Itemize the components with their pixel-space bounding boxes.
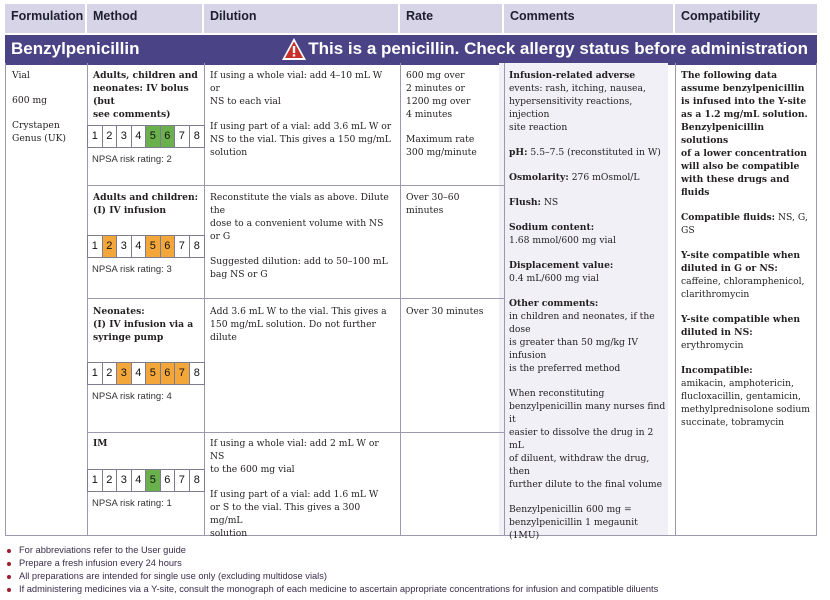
osmolarity-label: Osmolarity: bbox=[509, 172, 569, 183]
footnotes bbox=[7, 545, 658, 597]
method-row-2 bbox=[88, 191, 204, 217]
comment-line: of diluent, withdraw the drug, then bbox=[509, 453, 650, 477]
row-divider bbox=[87, 432, 504, 433]
rate-row-1 bbox=[401, 69, 504, 159]
allergy-warning: This is a penicillin. Check allergy status before administration bbox=[308, 39, 808, 58]
sodium-label: Sodium content: bbox=[509, 222, 595, 233]
rate-line: Over 30–60 minutes bbox=[406, 192, 460, 216]
dilution-line: solution bbox=[210, 528, 248, 539]
footnote-text: Prepare a fresh infusion every 24 hours bbox=[19, 558, 182, 568]
risk-box: 3 bbox=[117, 363, 132, 384]
risk-box: 7 bbox=[175, 363, 190, 384]
risk-box: 6 bbox=[161, 363, 176, 384]
method-line: (I) IV infusion bbox=[93, 205, 167, 216]
risk-box: 3 bbox=[117, 470, 132, 491]
method-line: Adults, children and bbox=[93, 70, 198, 81]
ysite-g-value: clarithromycin bbox=[681, 289, 750, 300]
dilution-line: bag NS or G bbox=[210, 269, 268, 280]
comments-cell bbox=[504, 69, 674, 542]
bullet-icon bbox=[7, 588, 11, 592]
footnote bbox=[7, 584, 658, 597]
row-divider bbox=[87, 185, 504, 186]
compatible-fluids-label: Compatible fluids: bbox=[681, 212, 776, 223]
comment-line: benzylpenicillin many nurses find it bbox=[509, 401, 666, 425]
incompatible-label: Incompatible: bbox=[681, 365, 753, 376]
dilution-line: If using a whole vial: add 4–10 mL W or bbox=[210, 70, 383, 94]
flush-label: Flush: bbox=[509, 197, 541, 208]
sodium-value: 1.68 mmol/600 mg vial bbox=[509, 235, 616, 246]
risk-box: 4 bbox=[132, 236, 147, 257]
formulation-brand: Crystapen bbox=[12, 120, 60, 131]
bullet-icon bbox=[7, 549, 11, 553]
rate-line: 2 minutes or bbox=[406, 83, 465, 94]
ysite-g-value: caffeine, chloramphenicol, bbox=[681, 276, 805, 287]
ysite-ns-label: Y-site compatible when bbox=[681, 314, 801, 325]
incompatible-value: methylprednisolone sodium bbox=[681, 404, 811, 415]
method-line: (I) IV infusion via a bbox=[93, 319, 194, 330]
comment-line: hypersensitivity reactions, injection bbox=[509, 96, 633, 120]
method-line: Neonates: bbox=[93, 306, 145, 317]
risk-box: 4 bbox=[132, 126, 147, 147]
risk-box: 5 bbox=[146, 363, 161, 384]
comment-line: in children and neonates, if the dose bbox=[509, 311, 655, 335]
dilution-row-1 bbox=[205, 69, 400, 159]
risk-box: 6 bbox=[161, 470, 176, 491]
compatible-fluids-value: NS, G, GS bbox=[681, 212, 808, 236]
risk-box: 4 bbox=[132, 363, 147, 384]
dilution-line: 150 mg/mL solution. Do not further bbox=[210, 319, 376, 330]
footnote-text: For abbreviations refer to the User guide bbox=[19, 545, 186, 555]
risk-box: 3 bbox=[117, 126, 132, 147]
risk-rating-row-4: NPSA risk rating: 1 bbox=[92, 498, 172, 509]
risk-box: 7 bbox=[175, 470, 190, 491]
incompatible-value: amikacin, amphotericin, bbox=[681, 378, 794, 389]
comment-line: site reaction bbox=[509, 122, 568, 133]
warning-triangle-icon bbox=[281, 37, 307, 61]
risk-scale-row-4 bbox=[87, 469, 205, 492]
incompatible-value: flucloxacillin, gentamicin, bbox=[681, 391, 801, 402]
header-rate: Rate bbox=[400, 4, 503, 33]
rate-line: 1200 mg over bbox=[406, 96, 471, 107]
infusion-reaction-label: Infusion-related adverse bbox=[509, 70, 636, 81]
rate-line: Over 30 minutes bbox=[406, 306, 484, 317]
incompatible-value: succinate, tobramycin bbox=[681, 417, 785, 428]
risk-box: 2 bbox=[103, 470, 118, 491]
rate-line: 600 mg over bbox=[406, 70, 465, 81]
dilution-line: to the 600 mg vial bbox=[210, 464, 295, 475]
risk-box: 2 bbox=[103, 363, 118, 384]
risk-box: 7 bbox=[175, 126, 190, 147]
dilution-line: NS to each vial bbox=[210, 96, 281, 107]
compat-line: will also be compatible bbox=[681, 161, 800, 172]
risk-box: 5 bbox=[146, 126, 161, 147]
dilution-line: NS to the vial. This gives a 150 mg/mL bbox=[210, 134, 391, 145]
header-formulation: Formulation bbox=[5, 4, 86, 33]
risk-box: 1 bbox=[88, 470, 103, 491]
method-line: neonates: IV bolus (but bbox=[93, 83, 189, 107]
drug-name: Benzylpenicillin bbox=[11, 39, 140, 58]
dilution-line: Reconstitute the vials as above. Dilute the bbox=[210, 192, 389, 216]
risk-box: 6 bbox=[161, 236, 176, 257]
dilution-line: Add 3.6 mL W to the vial. This gives a bbox=[210, 306, 387, 317]
formulation-manufacturer: Genus (UK) bbox=[12, 133, 67, 144]
dilution-row-3 bbox=[205, 305, 400, 344]
risk-rating-row-1: NPSA risk rating: 2 bbox=[92, 154, 172, 165]
risk-box: 8 bbox=[190, 470, 205, 491]
comment-line: is greater than 50 mg/kg IV infusion bbox=[509, 337, 639, 361]
risk-rating-row-3: NPSA risk rating: 4 bbox=[92, 391, 172, 402]
footnote bbox=[7, 558, 658, 571]
rate-line: 4 minutes bbox=[406, 109, 453, 120]
risk-box: 5 bbox=[146, 470, 161, 491]
compatibility-cell bbox=[676, 69, 818, 429]
formulation-strength: 600 mg bbox=[12, 95, 48, 106]
dilution-line: If using part of a vial: add 3.6 mL W or bbox=[210, 121, 392, 132]
formulation-type: Vial bbox=[12, 70, 30, 81]
risk-box: 1 bbox=[88, 236, 103, 257]
displacement-value: 0.4 mL/600 mg vial bbox=[509, 273, 599, 284]
risk-box: 2 bbox=[103, 126, 118, 147]
risk-scale-row-3 bbox=[87, 362, 205, 385]
bullet-icon bbox=[7, 575, 11, 579]
risk-rating-row-2: NPSA risk rating: 3 bbox=[92, 264, 172, 275]
risk-box: 8 bbox=[190, 363, 205, 384]
flush-value: NS bbox=[543, 197, 559, 208]
risk-box: 8 bbox=[190, 126, 205, 147]
row-divider bbox=[87, 298, 504, 299]
other-comments-label: Other comments: bbox=[509, 298, 599, 309]
risk-box: 7 bbox=[175, 236, 190, 257]
method-line: syringe pump bbox=[93, 332, 164, 343]
risk-box: 3 bbox=[117, 236, 132, 257]
risk-box: 5 bbox=[146, 236, 161, 257]
risk-scale-row-1 bbox=[87, 125, 205, 148]
comment-line: benzylpenicillin 1 megaunit (1MU) bbox=[509, 517, 638, 541]
compat-line: Benzylpenicillin solutions bbox=[681, 122, 765, 146]
footnote-text: If administering medicines via a Y-site, consult the monograph of each medicine to ascertain appropriate concentrations for infusion and compatible diluents bbox=[19, 584, 659, 594]
compat-line: assume benzylpenicillin bbox=[681, 83, 805, 94]
ysite-ns-label: diluted in NS: bbox=[681, 327, 753, 338]
comment-line: events: rash, itching, nausea, bbox=[509, 83, 646, 94]
compat-line: as a 1.2 mg/mL solution. bbox=[681, 109, 808, 120]
comment-line: easier to dissolve the drug in 2 mL bbox=[509, 427, 654, 451]
risk-box: 4 bbox=[132, 470, 147, 491]
method-line: Adults and children: bbox=[93, 192, 199, 203]
risk-box: 6 bbox=[161, 126, 176, 147]
footnote-text: All preparations are intended for single use only (excluding multidose vials) bbox=[19, 571, 327, 581]
rate-row-2 bbox=[401, 191, 504, 217]
compat-line: fluids bbox=[681, 187, 710, 198]
dilution-line: solution bbox=[210, 147, 248, 158]
dilution-line: dose to a convenient volume with NS or G bbox=[210, 218, 384, 242]
ysite-ns-value: erythromycin bbox=[681, 340, 744, 351]
footnote bbox=[7, 571, 658, 584]
bullet-icon bbox=[7, 562, 11, 566]
footnote bbox=[7, 545, 658, 558]
dilution-row-4 bbox=[205, 437, 400, 540]
rate-row-3 bbox=[401, 305, 504, 318]
risk-box: 2 bbox=[103, 236, 118, 257]
osmolarity-value: 276 mOsmol/L bbox=[571, 172, 640, 183]
ysite-g-label: Y-site compatible when bbox=[681, 250, 801, 261]
ysite-g-label: diluted in G or NS: bbox=[681, 263, 778, 274]
dilution-line: dilute bbox=[210, 332, 237, 343]
displacement-label: Displacement value: bbox=[509, 260, 614, 271]
header-dilution: Dilution bbox=[204, 4, 399, 33]
method-line: IM bbox=[93, 438, 108, 449]
comment-line: When reconstituting bbox=[509, 388, 605, 399]
dilution-line: Suggested dilution: add to 50–100 mL bbox=[210, 256, 388, 267]
header-compatibility: Compatibility bbox=[675, 4, 817, 33]
header-comments: Comments bbox=[504, 4, 674, 33]
method-line: see comments) bbox=[93, 109, 171, 120]
compat-line: with these drugs and bbox=[681, 174, 790, 185]
ph-label: pH: bbox=[509, 147, 528, 158]
compat-line: is infused into the Y-site bbox=[681, 96, 807, 107]
rate-line: Maximum rate bbox=[406, 134, 475, 145]
dilution-line: If using a whole vial: add 2 mL W or NS bbox=[210, 438, 379, 462]
comment-line: Benzylpenicillin 600 mg = bbox=[509, 504, 632, 515]
compat-line: The following data bbox=[681, 70, 778, 81]
dilution-row-2 bbox=[205, 191, 400, 281]
risk-box: 1 bbox=[88, 363, 103, 384]
compat-line: of a lower concentration bbox=[681, 148, 807, 159]
comment-line: is the preferred method bbox=[509, 363, 621, 374]
rate-line: 300 mg/minute bbox=[406, 147, 477, 158]
comment-line: further dilute to the final volume bbox=[509, 479, 663, 490]
drug-banner bbox=[5, 35, 817, 65]
formulation-cell bbox=[7, 69, 87, 145]
dilution-line: If using part of a vial: add 1.6 mL W bbox=[210, 489, 379, 500]
ph-value: 5.5–7.5 (reconstituted in W) bbox=[530, 147, 661, 158]
method-row-1 bbox=[88, 69, 204, 121]
risk-scale-row-2 bbox=[87, 235, 205, 258]
risk-box: 1 bbox=[88, 126, 103, 147]
risk-box: 8 bbox=[190, 236, 205, 257]
header-method: Method bbox=[87, 4, 203, 33]
dilution-line: or S to the vial. This gives a 300 mg/mL bbox=[210, 502, 361, 526]
method-row-3 bbox=[88, 305, 204, 344]
method-row-4 bbox=[88, 437, 204, 450]
